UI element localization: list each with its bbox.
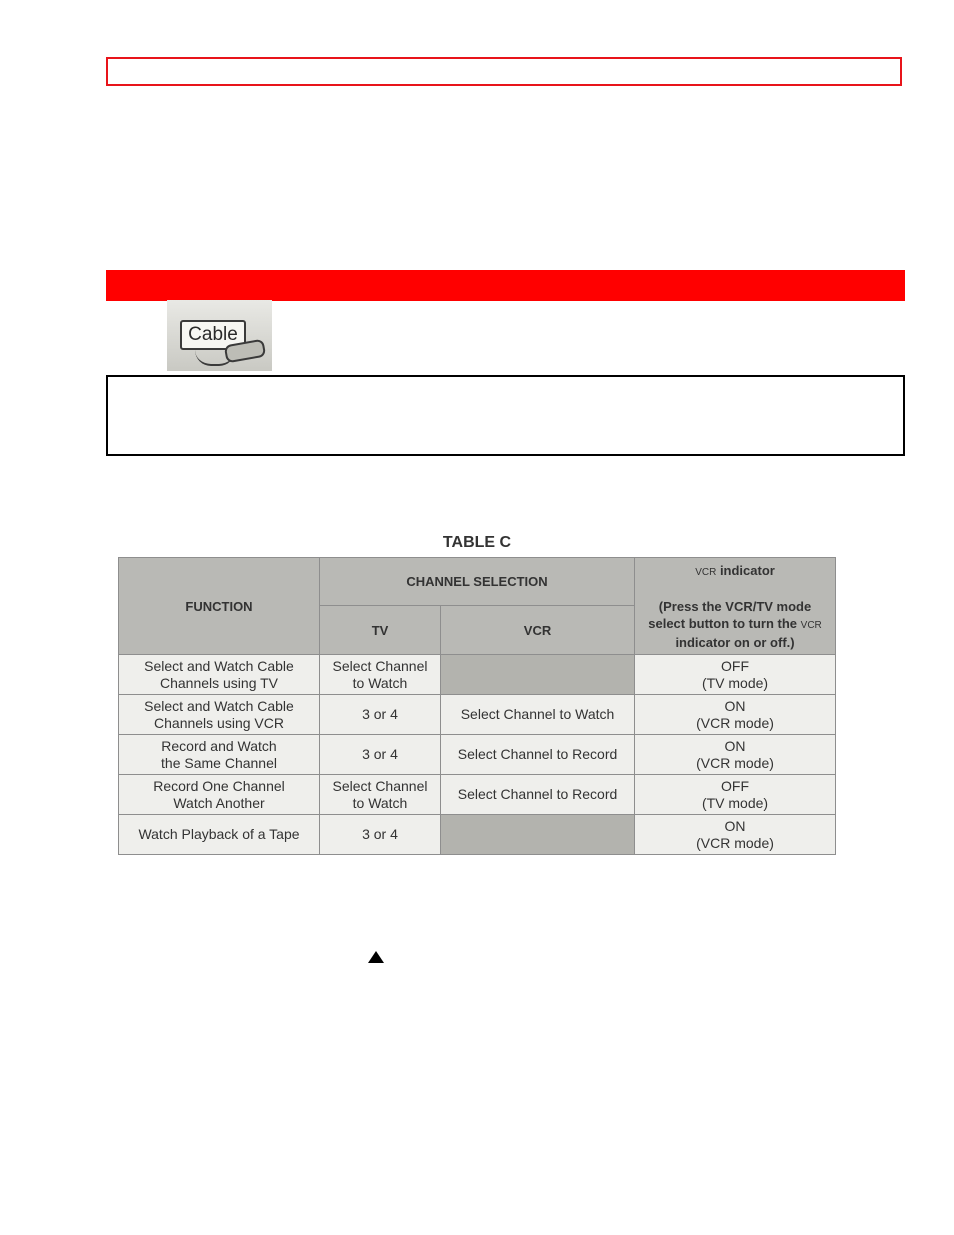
indicator-cell: ON (VCR mode) <box>635 695 836 735</box>
tv-cell: 3 or 4 <box>320 695 441 735</box>
table-c <box>118 557 835 854</box>
cable-icon-label: Cable <box>180 320 246 350</box>
vcr-cell <box>441 655 635 695</box>
indicator-cell: OFF (TV mode) <box>635 655 836 695</box>
function-cell: Record and Watch the Same Channel <box>119 735 320 775</box>
vcr-cell: Select Channel to Watch <box>441 695 635 735</box>
cable-icon <box>167 300 272 371</box>
note-box <box>106 375 905 456</box>
header-channel-selection: CHANNEL SELECTION <box>320 558 635 606</box>
function-cell: Watch Playback of a Tape <box>119 815 320 855</box>
table-row <box>119 815 836 855</box>
header-indicator <box>635 558 836 655</box>
header-vcr: VCR <box>441 606 635 655</box>
header-function: FUNCTION <box>119 558 320 655</box>
section-bar <box>106 270 905 301</box>
function-cell: Select and Watch Cable Channels using VCR <box>119 695 320 735</box>
indicator-note-1: (Press the VCR/TV mode select button to turn the <box>648 598 812 631</box>
tv-cell: 3 or 4 <box>320 735 441 775</box>
header-box <box>106 57 902 86</box>
table-row <box>119 655 836 695</box>
vcr-cell: Select Channel to Record <box>441 775 635 815</box>
up-arrow-icon <box>368 951 384 963</box>
indicator-prefix: VCR <box>695 566 717 578</box>
vcr-cell: Select Channel to Record <box>441 735 635 775</box>
function-cell: Select and Watch Cable Channels using TV <box>119 655 320 695</box>
indicator-title: indicator <box>719 562 775 578</box>
header-tv: TV <box>320 606 441 655</box>
table-row <box>119 735 836 775</box>
table-row <box>119 775 836 815</box>
vcr-cell <box>441 815 635 855</box>
indicator-cell: ON (VCR mode) <box>635 735 836 775</box>
indicator-note-2: indicator on or off.) <box>675 634 795 650</box>
tv-cell: Select Channel to Watch <box>320 655 441 695</box>
table-row <box>119 695 836 735</box>
tv-cell: Select Channel to Watch <box>320 775 441 815</box>
function-table <box>118 557 836 855</box>
table-title: TABLE C <box>442 534 512 551</box>
function-cell: Record One Channel Watch Another <box>119 775 320 815</box>
indicator-note-prefix: VCR <box>800 619 822 631</box>
tv-cell: 3 or 4 <box>320 815 441 855</box>
indicator-cell: OFF (TV mode) <box>635 775 836 815</box>
indicator-cell: ON (VCR mode) <box>635 815 836 855</box>
